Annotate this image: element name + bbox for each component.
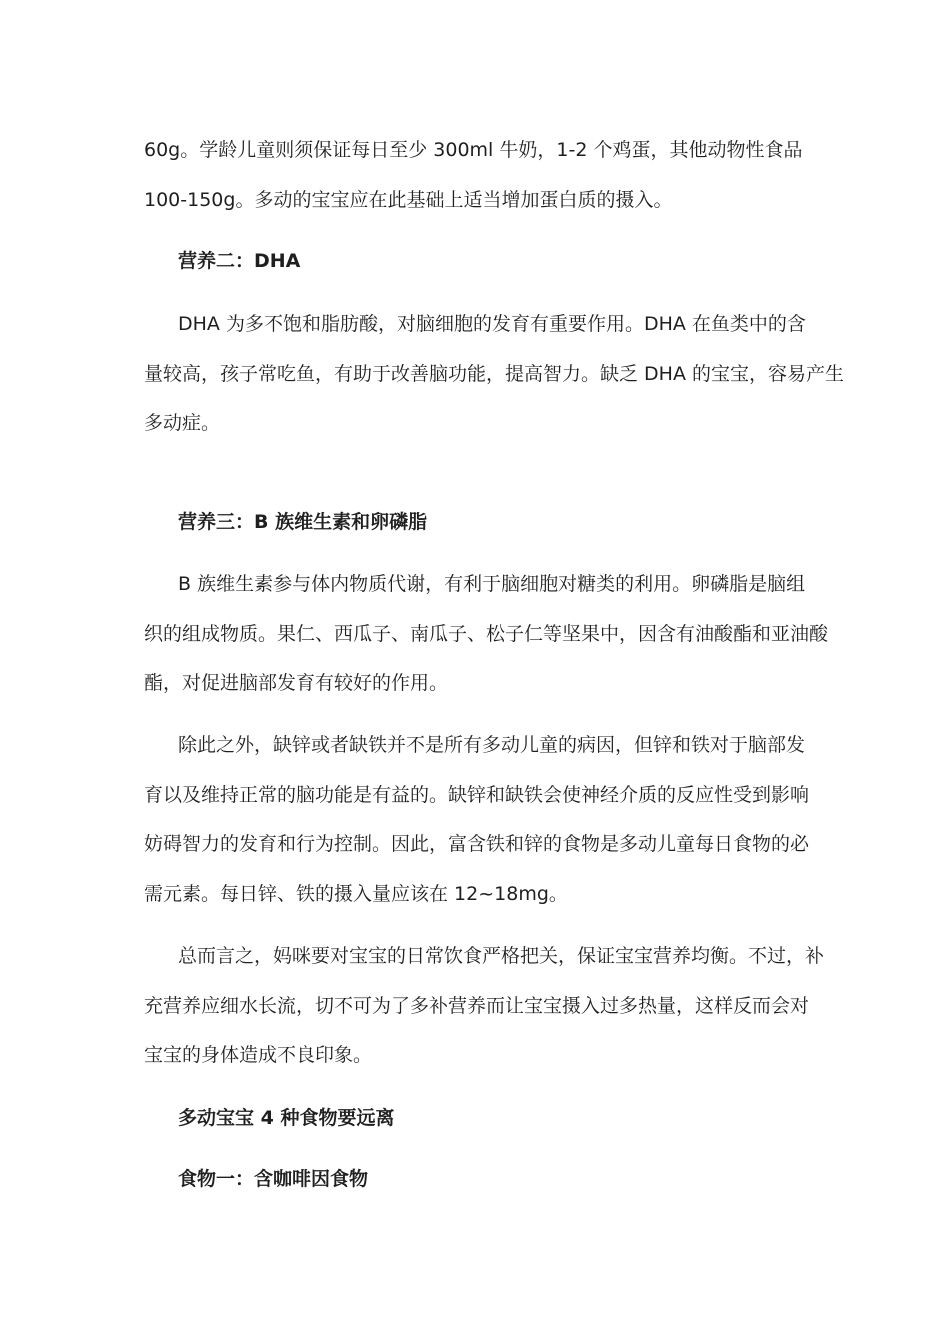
paragraph-b-vitamins-line-3: 酯，对促进脑部发育有较好的作用。: [144, 672, 449, 694]
paragraph-protein-line-2: 100-150g。多动的宝宝应在此基础上适当增加蛋白质的摄入。: [144, 189, 673, 211]
heading-food-one: 食物一：含咖啡因食物: [178, 1168, 369, 1190]
heading-b-vitamins: 营养三：B 族维生素和卵磷脂: [178, 511, 428, 533]
heading-dha: 营养二：DHA: [178, 250, 301, 272]
paragraph-zinc-iron-line-1: 除此之外，缺锌或者缺铁并不是所有多动儿童的病因，但锌和铁对于脑部发: [178, 734, 806, 756]
paragraph-zinc-iron-line-2: 育以及维持正常的脑功能是有益的。缺锌和缺铁会使神经介质的反应性受到影响: [144, 784, 810, 806]
paragraph-dha-line-3: 多动症。: [144, 412, 221, 434]
paragraph-b-vitamins-line-2: 织的组成物质。果仁、西瓜子、南瓜子、松子仁等坚果中，因含有油酸酯和亚油酸: [144, 623, 829, 645]
paragraph-dha-line-2: 量较高，孩子常吃鱼，有助于改善脑功能，提高智力。缺乏 DHA 的宝宝，容易产生: [144, 363, 844, 385]
paragraph-b-vitamins-line-1: B 族维生素参与体内物质代谢，有利于脑细胞对糖类的利用。卵磷脂是脑组: [178, 573, 806, 595]
paragraph-dha-line-1: DHA 为多不饱和脂肪酸，对脑细胞的发育有重要作用。DHA 在鱼类中的含: [178, 313, 806, 335]
paragraph-protein-line-1: 60g。学龄儿童则须保证每日至少 300ml 牛奶，1-2 个鸡蛋，其他动物性食品: [144, 139, 803, 161]
heading-foods-avoid: 多动宝宝 4 种食物要远离: [178, 1107, 395, 1129]
paragraph-zinc-iron-line-3: 妨碍智力的发育和行为控制。因此，富含铁和锌的食物是多动儿童每日食物的必: [144, 833, 810, 855]
paragraph-summary-line-2: 充营养应细水长流，切不可为了多补营养而让宝宝摄入过多热量，这样反而会对: [144, 995, 810, 1017]
paragraph-zinc-iron-line-4: 需元素。每日锌、铁的摄入量应该在 12~18mg。: [144, 883, 568, 905]
paragraph-summary-line-1: 总而言之，妈咪要对宝宝的日常饮食严格把关，保证宝宝营养均衡。不过，补: [178, 945, 825, 967]
paragraph-summary-line-3: 宝宝的身体造成不良印象。: [144, 1044, 373, 1066]
